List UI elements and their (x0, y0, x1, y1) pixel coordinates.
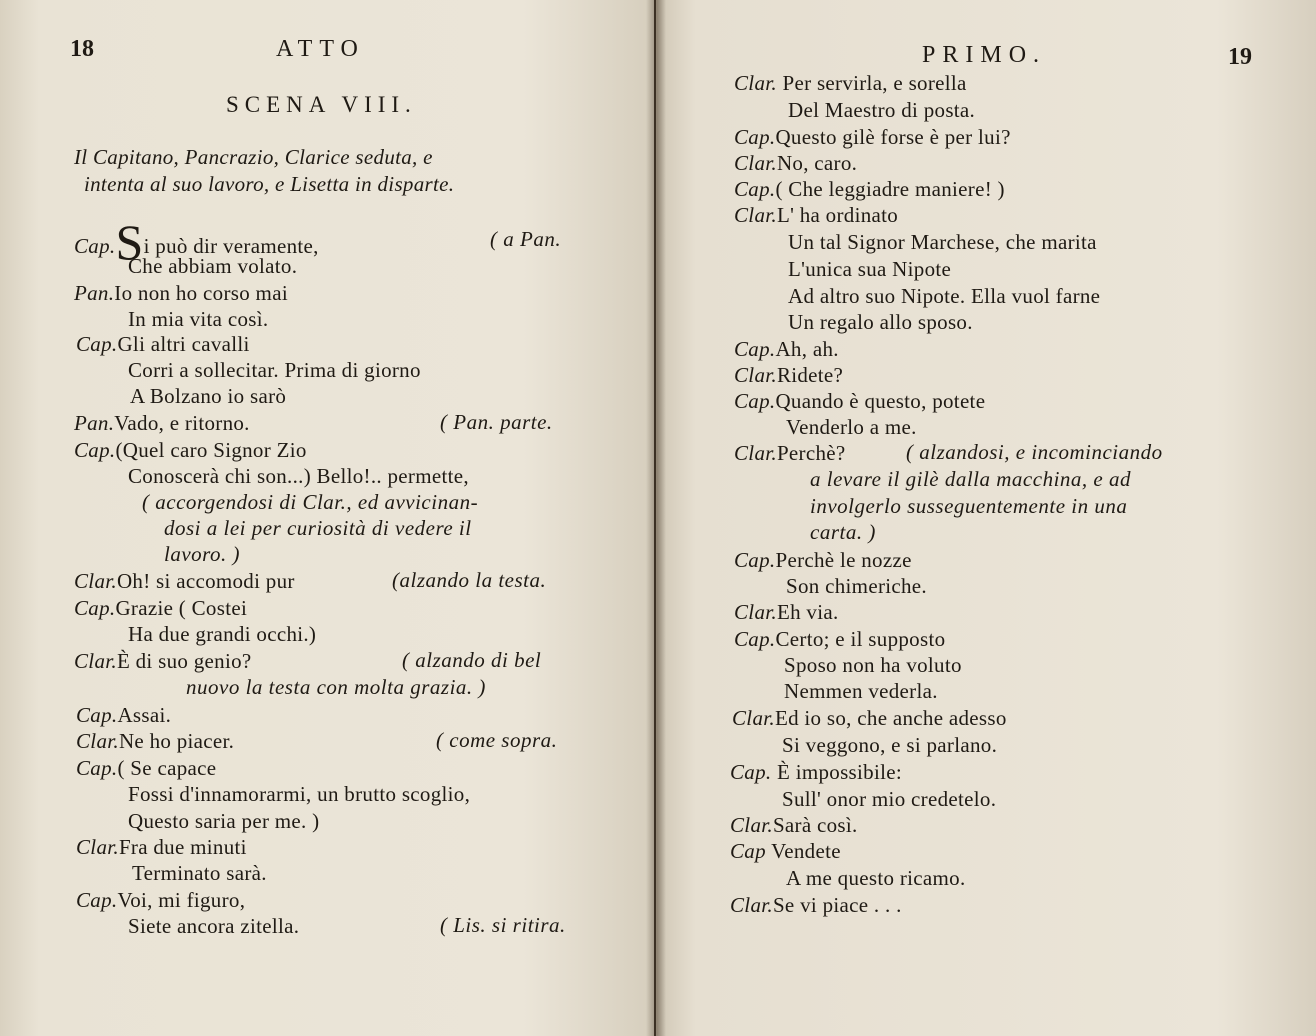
stage-direction: ( come sopra. (436, 728, 558, 752)
stage-direction: ( alzando di bel (402, 648, 542, 672)
verse-text: Vendete (771, 839, 841, 863)
verse-line (734, 176, 1005, 202)
stage-direction: dosi a lei per curiosità di vedere il (164, 516, 472, 540)
verse-line: Sposo non ha voluto (784, 653, 962, 677)
verse-line (76, 887, 245, 913)
speaker-label: Cap. (734, 627, 776, 651)
verse-text: L' ha ordinato (776, 203, 899, 227)
speaker-label: Cap. (76, 703, 118, 727)
verse-line: Questo saria per me. ) (128, 809, 320, 833)
speaker-label: Cap. (734, 389, 776, 413)
verse-line (734, 599, 839, 625)
verse-line (734, 388, 985, 414)
stage-direction: ( accorgendosi di Clar., ed avvicinan- (142, 490, 479, 514)
verse-line (730, 812, 858, 838)
stage-direction: ( Pan. parte. (440, 410, 553, 434)
speaker-label: Clar. (74, 569, 117, 593)
verse-line: Si veggono, e si parlano. (782, 733, 998, 757)
verse-line: Venderlo a me. (786, 415, 917, 439)
verse-line (730, 759, 902, 785)
verse-line (730, 838, 841, 864)
verse-text: Per servirla, e sorella (782, 71, 967, 95)
verse-text: Ah, ah. (775, 337, 839, 361)
running-head-left: ATTO (276, 36, 365, 62)
verse-line: In mia vita così. (128, 307, 269, 331)
verse-line (74, 437, 307, 463)
verse-line: Che abbiam volato. (128, 254, 298, 278)
stage-direction-line-2: intenta al suo lavoro, e Lisetta in disparte. (84, 172, 455, 196)
verse-line: Son chimeriche. (786, 574, 927, 598)
stage-direction: carta. ) (810, 520, 876, 544)
verse-line (734, 362, 843, 388)
stage-direction: nuovo la testa con molta grazia. ) (186, 675, 486, 699)
verse-text: Voi, mi figuro, (117, 888, 246, 912)
speaker-label: Cap. (76, 756, 118, 780)
verse-line (74, 595, 247, 621)
verse-text: Fra due minuti (118, 835, 247, 859)
stage-direction: a levare il gilè dalla macchina, e ad (810, 467, 1131, 491)
speaker-label: Cap. (76, 888, 118, 912)
speaker-label: Clar. (734, 441, 777, 465)
verse-line (734, 336, 839, 362)
verse-line: Nemmen vederla. (784, 679, 938, 703)
verse-line: Corri a sollecitar. Prima di giorno (128, 358, 421, 382)
verse-text: ( Se capace (117, 756, 217, 780)
verse-line: Sull' onor mio credetelo. (782, 787, 997, 811)
scene-title: SCENA VIII. (226, 92, 417, 117)
verse-line (734, 440, 846, 466)
verse-line (734, 547, 912, 573)
speaker-label: Clar. (734, 363, 777, 387)
verse-line (732, 705, 1007, 731)
stage-direction-line-1: Il Capitano, Pancrazio, Clarice seduta, e (74, 145, 433, 169)
verse-text: Se vi piace . . . (772, 893, 902, 917)
verse-text: Quando è questo, potete (775, 389, 986, 413)
speaker-label: Clar. (734, 203, 777, 227)
verse-text: Certo; e il supposto (775, 627, 946, 651)
speaker-label: Cap. (74, 438, 116, 462)
book-gutter (646, 0, 666, 1036)
speaker-label: Cap. (734, 337, 776, 361)
verse-line: Ha due grandi occhi.) (128, 622, 317, 646)
verse-text: i può dir veramente, (143, 234, 319, 258)
page-number-left: 18 (70, 36, 94, 62)
verse-text: È di suo genio? (116, 649, 252, 673)
speaker-label: Cap. (730, 760, 772, 784)
speaker-label: Clar. (734, 71, 777, 95)
speaker-label: Pan. (74, 281, 115, 305)
verse-line (76, 331, 250, 357)
page-number-right: 19 (1228, 44, 1252, 70)
speaker-label: Cap. (76, 332, 118, 356)
speaker-label: Clar. (74, 649, 117, 673)
verse-line: Conoscerà chi son...) Bello!.. permette, (128, 464, 469, 488)
speaker-label: Clar. (732, 706, 775, 730)
speaker-label: Cap. (74, 234, 116, 258)
verse-line: Del Maestro di posta. (788, 98, 976, 122)
verse-line: Un regalo allo sposo. (788, 310, 973, 334)
verse-line: L'unica sua Nipote (788, 257, 952, 281)
verse-line: Terminato sarà. (132, 861, 267, 885)
verse-text: Vado, e ritorno. (114, 411, 250, 435)
stage-direction: ( a Pan. (490, 227, 562, 251)
verse-text: Gli altri cavalli (117, 332, 250, 356)
verse-line: Un tal Signor Marchese, che marita (788, 230, 1097, 254)
verse-line: Fossi d'innamorarmi, un brutto scoglio, (128, 782, 471, 806)
stage-direction: involgerlo susseguentemente in una (810, 494, 1128, 518)
verse-text: Grazie ( Costei (115, 596, 248, 620)
speaker-label: Clar. (730, 813, 773, 837)
verse-line (734, 202, 898, 228)
verse-line (734, 124, 1011, 150)
verse-text: Oh! si accomodi pur (116, 569, 295, 593)
verse-text: Sarà così. (772, 813, 858, 837)
verse-text: Ne ho piacer. (118, 729, 235, 753)
verse-text: No, caro. (776, 151, 858, 175)
speaker-label: Clar. (76, 835, 119, 859)
verse-text: Assai. (117, 703, 172, 727)
verse-line (734, 70, 967, 96)
speaker-label: Clar. (76, 729, 119, 753)
verse-line: A Bolzano io sarò (130, 384, 287, 408)
stage-direction: (alzando la testa. (392, 568, 547, 592)
verse-line: A me questo ricamo. (786, 866, 966, 890)
speaker-label: Cap. (734, 177, 776, 201)
verse-line (74, 410, 250, 436)
stage-direction: ( Lis. si ritira. (440, 913, 566, 937)
verse-line (76, 755, 216, 781)
speaker-label: Cap (730, 839, 766, 863)
verse-line (76, 834, 247, 860)
verse-line (730, 892, 902, 918)
stage-direction: lavoro. ) (164, 542, 241, 566)
verse-text: Perchè? (776, 441, 846, 465)
verse-text: Io non ho corso mai (114, 281, 288, 305)
speaker-label: Clar. (730, 893, 773, 917)
verse-text: ( Che leggiadre maniere! ) (775, 177, 1005, 201)
verse-line (74, 568, 295, 594)
speaker-label: Cap. (74, 596, 116, 620)
speaker-label: Clar. (734, 600, 777, 624)
verse-line (734, 150, 857, 176)
verse-line (74, 648, 252, 674)
verse-text: Eh via. (776, 600, 839, 624)
running-head-right: PRIMO. (922, 42, 1047, 68)
verse-line: Ad altro suo Nipote. Ella vuol farne (788, 284, 1101, 308)
verse-line: Siete ancora zitella. (128, 914, 300, 938)
drop-cap: S (115, 214, 144, 270)
verse-line (74, 280, 288, 306)
verse-text: Ed io so, che anche adesso (774, 706, 1007, 730)
verse-text: Ridete? (776, 363, 844, 387)
verse-text: (Quel caro Signor Zio (115, 438, 307, 462)
verse-text: Perchè le nozze (775, 548, 912, 572)
speaker-label: Cap. (734, 548, 776, 572)
verse-line (76, 702, 171, 728)
verse-text: Questo gilè forse è per lui? (775, 125, 1011, 149)
verse-text: È impossibile: (777, 760, 902, 784)
verse-line (76, 728, 234, 754)
speaker-label: Pan. (74, 411, 115, 435)
speaker-label: Cap. (734, 125, 776, 149)
speaker-label: Clar. (734, 151, 777, 175)
verse-line (734, 626, 945, 652)
stage-direction: ( alzandosi, e incominciando (906, 440, 1163, 464)
